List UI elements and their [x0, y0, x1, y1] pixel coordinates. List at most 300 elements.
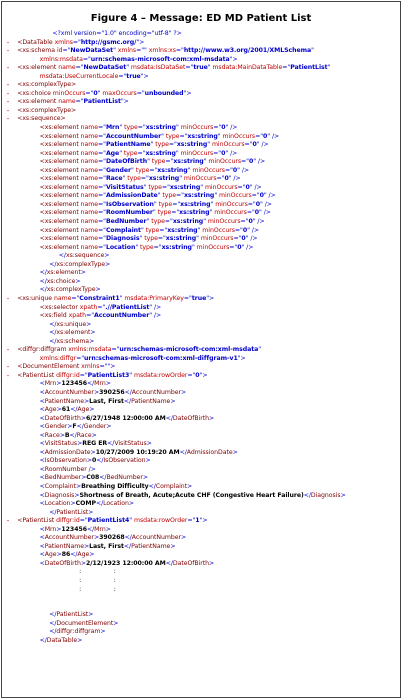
xml-line-content	[40, 551, 95, 560]
xml-line-content	[40, 184, 262, 193]
xml-token: ="	[82, 55, 91, 63]
xml-token: ="	[71, 294, 80, 302]
xml-token: name	[80, 175, 98, 183]
xml-token: ="	[157, 235, 166, 243]
xml-line	[2, 312, 400, 321]
xml-line	[2, 568, 400, 577]
xml-token: ="	[240, 218, 249, 226]
collapse-toggle-icon[interactable]: -	[6, 363, 10, 372]
xml-token: type	[162, 192, 177, 200]
collapse-toggle-icon[interactable]: -	[6, 98, 10, 107]
xml-token: "	[157, 192, 163, 200]
xml-token: >	[90, 329, 96, 337]
xml-token: </	[95, 500, 104, 508]
xml-token: </	[49, 329, 57, 337]
xml-token: ="	[247, 200, 256, 208]
xml-token: Complaint	[155, 482, 188, 490]
xml-token: Breathing Difficulty	[81, 482, 149, 490]
xml-token: DateOfBirth	[172, 414, 210, 422]
xml-token: " />	[225, 124, 238, 132]
xml-token: </	[303, 491, 311, 499]
xml-token: <xs:element	[39, 243, 81, 251]
xml-token: VisitStatus	[44, 440, 78, 448]
xml-token: <xs:element	[17, 98, 59, 106]
xml-token: " />	[259, 209, 271, 217]
xml-token: name	[80, 218, 98, 226]
xml-line	[2, 500, 400, 509]
xml-token: xs:string	[176, 141, 208, 149]
xml-line-content	[40, 201, 272, 210]
xml-token: xs:choice	[46, 277, 76, 285]
xml-token: " />	[256, 141, 269, 149]
xml-token: </	[39, 286, 47, 294]
xml-token: " />	[228, 175, 241, 183]
xml-token: 0	[241, 235, 246, 243]
xml-token: PatientList4	[87, 517, 130, 525]
xml-token: ="	[229, 243, 238, 251]
xml-line	[2, 355, 400, 364]
xml-line-content	[40, 406, 95, 415]
xml-line-content	[40, 124, 238, 133]
xml-token: <xs:element	[39, 149, 81, 157]
xml-token: AccountNumber	[131, 534, 181, 542]
xml-token: ="	[111, 346, 120, 354]
xml-token: ">	[136, 38, 145, 46]
xml-token: "	[217, 132, 223, 140]
xml-token: >	[86, 457, 92, 465]
xml-token: name	[53, 294, 72, 302]
xml-token: Gender	[83, 423, 107, 431]
xml-token: IsObservation	[44, 457, 87, 465]
xml-token: </	[124, 534, 132, 542]
xml-token: 61	[61, 406, 71, 414]
xml-token: <xs:choice	[17, 89, 53, 97]
xml-token: VisitStatus	[105, 183, 144, 191]
xml-token: F	[72, 423, 77, 431]
xml-token: " />	[149, 312, 162, 320]
xml-token: <xs:element	[39, 158, 81, 166]
xml-line-content	[49, 611, 93, 620]
xml-token: >	[86, 320, 92, 328]
xml-token: xs:string	[148, 175, 180, 183]
xml-token: >	[80, 559, 87, 567]
xml-line	[2, 398, 400, 407]
xml-token: <xs:sequence>	[17, 115, 66, 123]
xml-token: DocumentElement	[56, 619, 114, 627]
xml-token: 0	[248, 158, 254, 166]
xml-line-content	[40, 457, 151, 466]
xml-token: "	[196, 235, 201, 243]
xml-token: xs:string	[145, 149, 176, 157]
xml-line	[2, 304, 400, 313]
xml-token: <	[39, 397, 45, 405]
xml-token: minOccurs	[208, 158, 242, 166]
xml-line-content	[40, 398, 176, 407]
xml-token: "	[146, 218, 152, 226]
xml-token: >	[74, 491, 80, 499]
xml-line-content	[52, 30, 181, 39]
xml-token: xs:string	[173, 158, 204, 166]
xml-token: xs:string	[179, 209, 210, 217]
xml-line-content	[40, 235, 258, 244]
xml-line	[2, 227, 400, 236]
xml-token: name	[80, 149, 98, 157]
xml-token: <xs:element	[39, 226, 81, 234]
xml-token: xmlns:diffgr	[39, 354, 77, 362]
xml-token: AccountNumber	[131, 388, 181, 396]
xml-line	[2, 534, 400, 543]
xml-line	[2, 124, 400, 133]
xml-token: "	[139, 235, 145, 243]
collapse-toggle-icon[interactable]: -	[6, 106, 10, 115]
xml-token: "	[143, 183, 149, 191]
xml-token: <xs:complexType>	[17, 81, 77, 89]
xml-line-content	[40, 474, 148, 483]
xml-line	[2, 192, 400, 201]
xml-line	[2, 209, 400, 218]
xml-token: <xs:element	[39, 175, 81, 183]
xml-token: name	[80, 124, 98, 132]
xml-token: </	[148, 482, 156, 490]
xml-token: type	[145, 226, 160, 234]
xml-token: <	[39, 525, 45, 533]
xml-token: name	[80, 235, 98, 243]
xml-token: minOccurs	[196, 243, 230, 251]
xml-token: xs:element	[56, 329, 91, 337]
xml-token: DateOfBirth	[105, 158, 148, 166]
xml-token: ="	[149, 166, 158, 174]
xml-line	[2, 235, 400, 244]
xml-token: name	[58, 98, 76, 106]
xml-token: >	[77, 636, 83, 644]
collapse-toggle-icon[interactable]: -	[6, 64, 10, 73]
xml-token: >	[75, 482, 82, 490]
xml-line-content	[17, 47, 314, 56]
xml-token: >	[90, 448, 96, 456]
xml-token: <xs:unique	[17, 294, 54, 302]
xml-token: " />	[267, 132, 280, 140]
xml-line-content	[49, 261, 110, 270]
xml-line	[2, 107, 400, 116]
xml-line-content	[40, 209, 271, 218]
xml-token: <xs:element	[39, 132, 81, 140]
collapse-toggle-icon[interactable]: -	[6, 294, 10, 303]
xml-token: msdata:MainDataTable	[212, 64, 283, 72]
xml-token: ="	[98, 243, 106, 251]
xml-token: <diffgr:diffgram	[17, 346, 69, 354]
xml-token: >	[81, 474, 87, 482]
xml-token: " />	[252, 218, 265, 226]
xml-token: ="	[233, 235, 242, 243]
xml-token: msdata:rowOrder	[133, 371, 188, 379]
xml-token: Last, First	[89, 542, 124, 550]
xml-token: >	[232, 448, 238, 456]
xml-token: ="	[161, 183, 170, 191]
xml-token: name	[80, 158, 98, 166]
xml-token: name	[80, 166, 98, 174]
xml-line-content	[14, 577, 116, 586]
xml-token: minOccurs	[219, 192, 252, 200]
xml-token: ="	[224, 166, 233, 174]
xml-token: NewDataSet	[83, 64, 127, 72]
xml-token: true	[191, 294, 207, 302]
xml-token: minOccurs	[183, 175, 217, 183]
xml-token: 0	[254, 209, 260, 217]
xml-token: "	[207, 141, 212, 149]
xml-token: Mrn	[44, 525, 57, 533]
xml-token: minOccurs	[222, 132, 256, 140]
collapse-toggle-icon[interactable]: -	[6, 115, 10, 124]
xml-token: ="	[244, 141, 253, 149]
xml-token: " />	[149, 303, 162, 311]
xml-token: " />	[237, 166, 250, 174]
xml-token: type	[158, 200, 173, 208]
xml-token: ="	[234, 226, 243, 234]
xml-token: </	[49, 628, 57, 636]
xml-line	[2, 90, 400, 99]
xml-token: ="	[137, 124, 146, 132]
xml-token: >	[93, 388, 100, 396]
xml-token: "	[207, 64, 213, 72]
xml-token: >	[187, 482, 193, 490]
xml-line-content	[17, 98, 129, 107]
xml-token: "	[311, 47, 314, 55]
xml-token: name	[80, 132, 98, 140]
xml-token: 0	[252, 141, 257, 149]
xml-token: minOccurs	[207, 218, 241, 226]
xml-token: >	[77, 440, 83, 448]
xml-token: <	[39, 457, 45, 465]
xml-token: "	[113, 47, 118, 55]
xml-token: "	[153, 200, 159, 208]
xml-token: >	[100, 628, 106, 636]
xml-line-content	[40, 150, 238, 159]
xml-token: </	[49, 320, 57, 328]
xml-token: <xs:selector	[39, 303, 80, 311]
xml-line	[2, 526, 400, 535]
xml-token: "	[119, 149, 124, 157]
xml-token: minOccurs	[202, 226, 235, 234]
xml-token: ="	[98, 218, 106, 226]
xml-line-content	[40, 304, 162, 313]
xml-token: <	[39, 542, 45, 550]
xml-token: ="	[98, 124, 106, 132]
xml-token: </	[58, 252, 66, 260]
xml-token: <xs:schema	[17, 47, 57, 55]
xml-token: xs:schema	[56, 337, 90, 345]
xml-token: type	[148, 183, 162, 191]
xml-token: >	[113, 619, 119, 627]
xml-token: ="	[187, 517, 196, 525]
collapse-toggle-icon[interactable]: -	[6, 47, 10, 56]
xml-token: " />	[263, 192, 276, 200]
xml-token: 86	[61, 551, 71, 559]
xml-line	[2, 278, 400, 287]
xml-token: <xs:element	[39, 124, 81, 132]
collapse-toggle-icon[interactable]: -	[6, 89, 10, 98]
xml-token: >	[91, 431, 97, 439]
xml-token: </	[86, 380, 95, 388]
xml-token: IsObservation	[105, 200, 154, 208]
xml-token: BedNumber	[44, 474, 82, 482]
xml-token: <xs:element	[39, 141, 81, 149]
xml-token: />	[86, 465, 96, 473]
xml-token: </	[49, 260, 57, 268]
xml-token: 0	[91, 457, 97, 465]
xml-token: ="	[98, 149, 106, 157]
xml-line	[2, 269, 400, 278]
xml-token: AccountNumber	[44, 388, 94, 396]
xml-token: >	[170, 542, 176, 550]
xml-token: ="	[246, 209, 255, 217]
xml-line-content	[40, 637, 83, 646]
xml-line	[2, 449, 400, 458]
xml-token: NewDataSet	[70, 47, 114, 55]
xml-token: msdata:PrimaryKey	[124, 294, 184, 302]
xml-token: minOccurs	[200, 235, 234, 243]
xml-token: type	[165, 132, 180, 140]
xml-line	[2, 423, 400, 432]
xml-line	[2, 64, 400, 73]
collapse-toggle-icon[interactable]: -	[6, 346, 10, 355]
xml-token: >	[70, 500, 76, 508]
document-page	[1, 1, 401, 698]
xml-token: name	[80, 209, 98, 217]
xml-token: 0	[237, 243, 242, 251]
xml-token: ="	[255, 132, 264, 140]
xml-token: ="	[86, 312, 94, 320]
xml-token: </	[86, 525, 95, 533]
xml-token: >	[89, 337, 95, 345]
xml-token: xs:unique	[56, 320, 87, 328]
xml-token: </	[49, 619, 57, 627]
collapse-toggle-icon[interactable]: -	[6, 517, 10, 526]
xml-token: 0	[259, 192, 264, 200]
xml-token: <PatientList	[17, 371, 57, 379]
xml-token: ="	[98, 132, 106, 140]
collapse-toggle-icon[interactable]: -	[6, 371, 10, 380]
xml-line-content	[49, 620, 118, 629]
xml-line-content	[40, 415, 215, 424]
xml-token: <DataTable	[17, 38, 55, 46]
xml-token: xs:string	[169, 183, 201, 191]
xml-token: ="	[97, 303, 106, 311]
xml-line-content	[40, 158, 266, 167]
xml-token: msdata:UseCurrentLocale	[39, 72, 119, 80]
xml-token: xs:string	[180, 200, 211, 208]
xml-token: "	[129, 371, 134, 379]
xml-token: ="	[136, 89, 145, 97]
xml-token: <	[39, 474, 45, 482]
xml-token: xs:element	[46, 269, 81, 277]
xml-line-content	[14, 586, 116, 595]
xml-token: >	[83, 397, 90, 405]
xml-token: >	[105, 260, 111, 268]
xml-token: ="	[98, 209, 106, 217]
xml-line-content	[40, 244, 254, 253]
xml-token: <xs:complexType>	[17, 106, 77, 114]
xml-line-content	[40, 141, 269, 150]
xml-token: Age	[44, 551, 57, 559]
xml-token: ">	[199, 517, 208, 525]
xml-token: Race	[44, 431, 60, 439]
xml-token: http://gsmc.org/	[80, 38, 137, 46]
xml-line-content	[49, 628, 105, 637]
xml-token: ="	[98, 175, 106, 183]
xml-token: >	[128, 500, 135, 508]
xml-token: ="	[183, 294, 192, 302]
xml-token: type	[127, 175, 141, 183]
xml-line-content	[40, 534, 187, 543]
xml-token: <	[39, 388, 45, 396]
xml-token: ="	[165, 158, 174, 166]
collapse-toggle-icon[interactable]: -	[6, 81, 10, 90]
xml-line-content	[40, 56, 238, 65]
xml-token: ="	[118, 72, 127, 80]
xml-line	[2, 457, 400, 466]
xml-token: <	[39, 465, 45, 473]
xml-token: <xs:element	[39, 235, 81, 243]
xml-line	[2, 594, 400, 603]
xml-token: 0	[195, 371, 200, 379]
xml-token: type	[140, 243, 154, 251]
xml-token: 0	[232, 166, 238, 174]
xml-line	[2, 218, 400, 227]
xml-token: "	[175, 149, 181, 157]
xml-token: >	[56, 551, 62, 559]
xml-token: : :	[14, 577, 116, 584]
xml-token: >	[67, 423, 73, 431]
xml-token: type	[155, 141, 169, 149]
xml-token: </	[69, 431, 77, 439]
collapse-toggle-icon[interactable]: -	[6, 38, 10, 47]
xml-line-content	[40, 389, 187, 398]
xml-token: <	[39, 423, 45, 431]
xml-token: <	[39, 491, 45, 499]
xml-line	[2, 329, 400, 338]
xml-token: VisitStatus	[114, 440, 147, 448]
xml-line	[2, 517, 400, 526]
xml-line-content	[17, 363, 115, 372]
xml-line-content	[49, 321, 91, 330]
xml-token: "	[147, 158, 152, 166]
xml-token: >	[88, 508, 94, 516]
xml-line	[2, 577, 400, 586]
xml-token: AdmissionDate	[186, 448, 233, 456]
xml-token: "	[187, 166, 193, 174]
xml-token: name	[80, 200, 98, 208]
xml-token: xs:string	[161, 243, 192, 251]
xml-token: ="	[179, 132, 188, 140]
xml-token: 390268	[99, 534, 125, 542]
xml-line	[2, 252, 400, 261]
xml-token: </	[165, 559, 173, 567]
xml-token: </	[96, 457, 104, 465]
xml-token: ="	[76, 354, 85, 362]
xml-token: Race	[105, 175, 123, 183]
xml-line-content	[17, 39, 144, 48]
xml-token: xpath	[79, 303, 98, 311]
xml-line-content	[40, 380, 111, 389]
xml-token: ">	[237, 354, 246, 362]
xml-token: BedNumber	[105, 218, 147, 226]
xml-token: "	[131, 166, 136, 174]
xml-token: xs:string	[167, 226, 198, 234]
xml-token: 0	[93, 89, 98, 97]
xml-token: type	[151, 158, 166, 166]
xml-line	[2, 415, 400, 424]
xml-line	[2, 346, 400, 355]
